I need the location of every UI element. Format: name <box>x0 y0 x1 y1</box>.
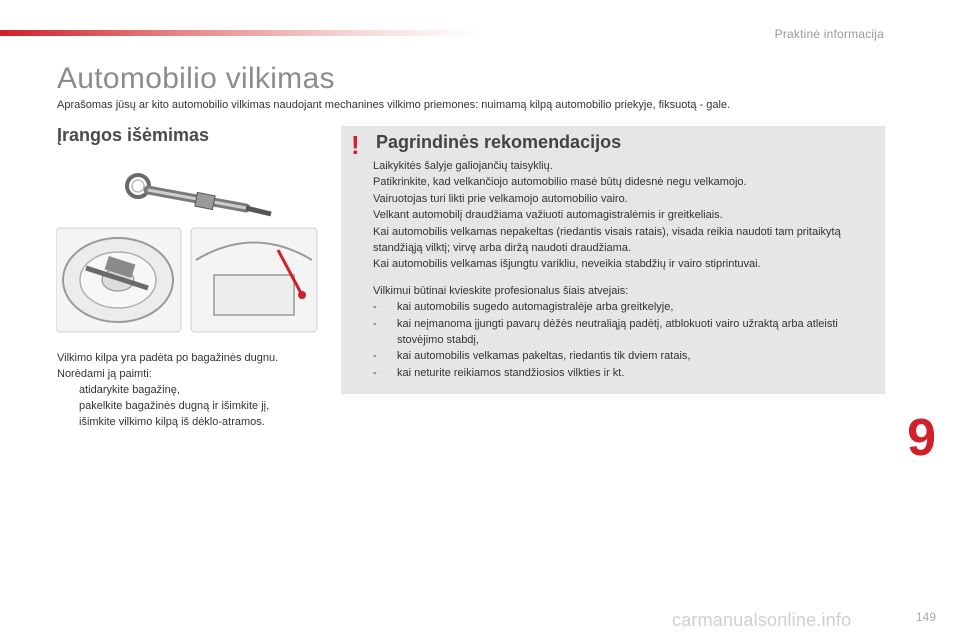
recommendations-body <box>373 158 873 381</box>
recommendations-panel <box>341 126 885 394</box>
paragraph: Patikrinkite, kad velkančiojo automobilio masė būtų didesnė negu velkamojo. <box>373 176 747 189</box>
header-accent-bar <box>0 30 480 36</box>
recommendations-title: Pagrindinės rekomendacijos <box>376 132 622 152</box>
list-item: išimkite vilkimo kilpą iš dėklo-atramos. <box>57 414 327 430</box>
dash-icon: - <box>373 301 377 314</box>
page-number: 149 <box>915 610 936 624</box>
towing-eye-illustration <box>56 170 318 340</box>
list-item: atidarykite bagažinę, <box>57 382 327 398</box>
list-item: - kai neturite reikiamos standžiosios vilkties ir kt. <box>373 365 873 381</box>
equipment-instructions <box>57 350 327 430</box>
paragraph: Velkant automobilį draudžiama važiuoti automagistralėmis ir greitkeliais. <box>373 209 723 222</box>
paragraph: Laikykitės šalyje galiojančių taisyklių. <box>373 160 553 172</box>
paragraph: Kai automobilis velkamas nepakeltas (riedantis visais ratais), visada reikia naudoti tam pritaikytą standžiąją vilktį; virvę arba diržą naudoti draudžiama. <box>373 225 841 255</box>
watermark: carmanualsonline.info <box>672 610 852 630</box>
intro-text: Aprašomas jūsų ar kito automobilio vilkimas naudojant mechanines vilkimo priemones: nuimamą kilpą automobilio priekyje, fiksuotą - gale. <box>57 99 731 111</box>
professional-intro: Vilkimui būtinai kvieskite profesionalus šiais atvejais: <box>373 284 629 297</box>
paragraph: Kai automobilis velkamas išjungtu varikliu, neveikia stabdžių ir vairo stiprintuvai. <box>373 258 761 271</box>
dash-icon: - <box>373 317 377 330</box>
list-item: - kai neįmanoma įjungti pavarų dėžės neutraliąją padėtį, atblokuoti vairo užraktą arba atleisti stovėjimo stabdį, <box>373 316 873 349</box>
bullet-icon <box>57 398 79 414</box>
towing-eye-icon <box>127 175 271 214</box>
dash-icon: - <box>373 366 377 379</box>
bullet-icon <box>57 382 79 398</box>
paragraph: Vairuotojas turi likti prie velkamojo automobilio vairo. <box>373 192 628 205</box>
list-item: - kai automobilis sugedo automagistralėje arba greitkelyje, <box>373 299 873 315</box>
trunk-open-view <box>191 228 317 332</box>
list-item: - kai automobilis velkamas pakeltas, riedantis tik dviem ratais, <box>373 348 873 364</box>
warning-icon: ! <box>351 130 360 160</box>
equipment-heading: Įrangos išėmimas <box>57 125 210 145</box>
instruction-line: Vilkimo kilpa yra padėta po bagažinės dugnu. <box>57 352 279 364</box>
bullet-icon <box>57 414 79 430</box>
trunk-spare-wheel-view <box>56 228 181 332</box>
dash-icon: - <box>373 350 377 363</box>
page-title: Automobilio vilkimas <box>57 62 335 95</box>
section-label: Praktinė informacija <box>774 27 884 41</box>
list-item: pakelkite bagažinės dugną ir išimkite jį, <box>57 398 327 414</box>
instruction-line: Norėdami ją paimti: <box>57 368 152 380</box>
chapter-number: 9 <box>907 409 936 467</box>
